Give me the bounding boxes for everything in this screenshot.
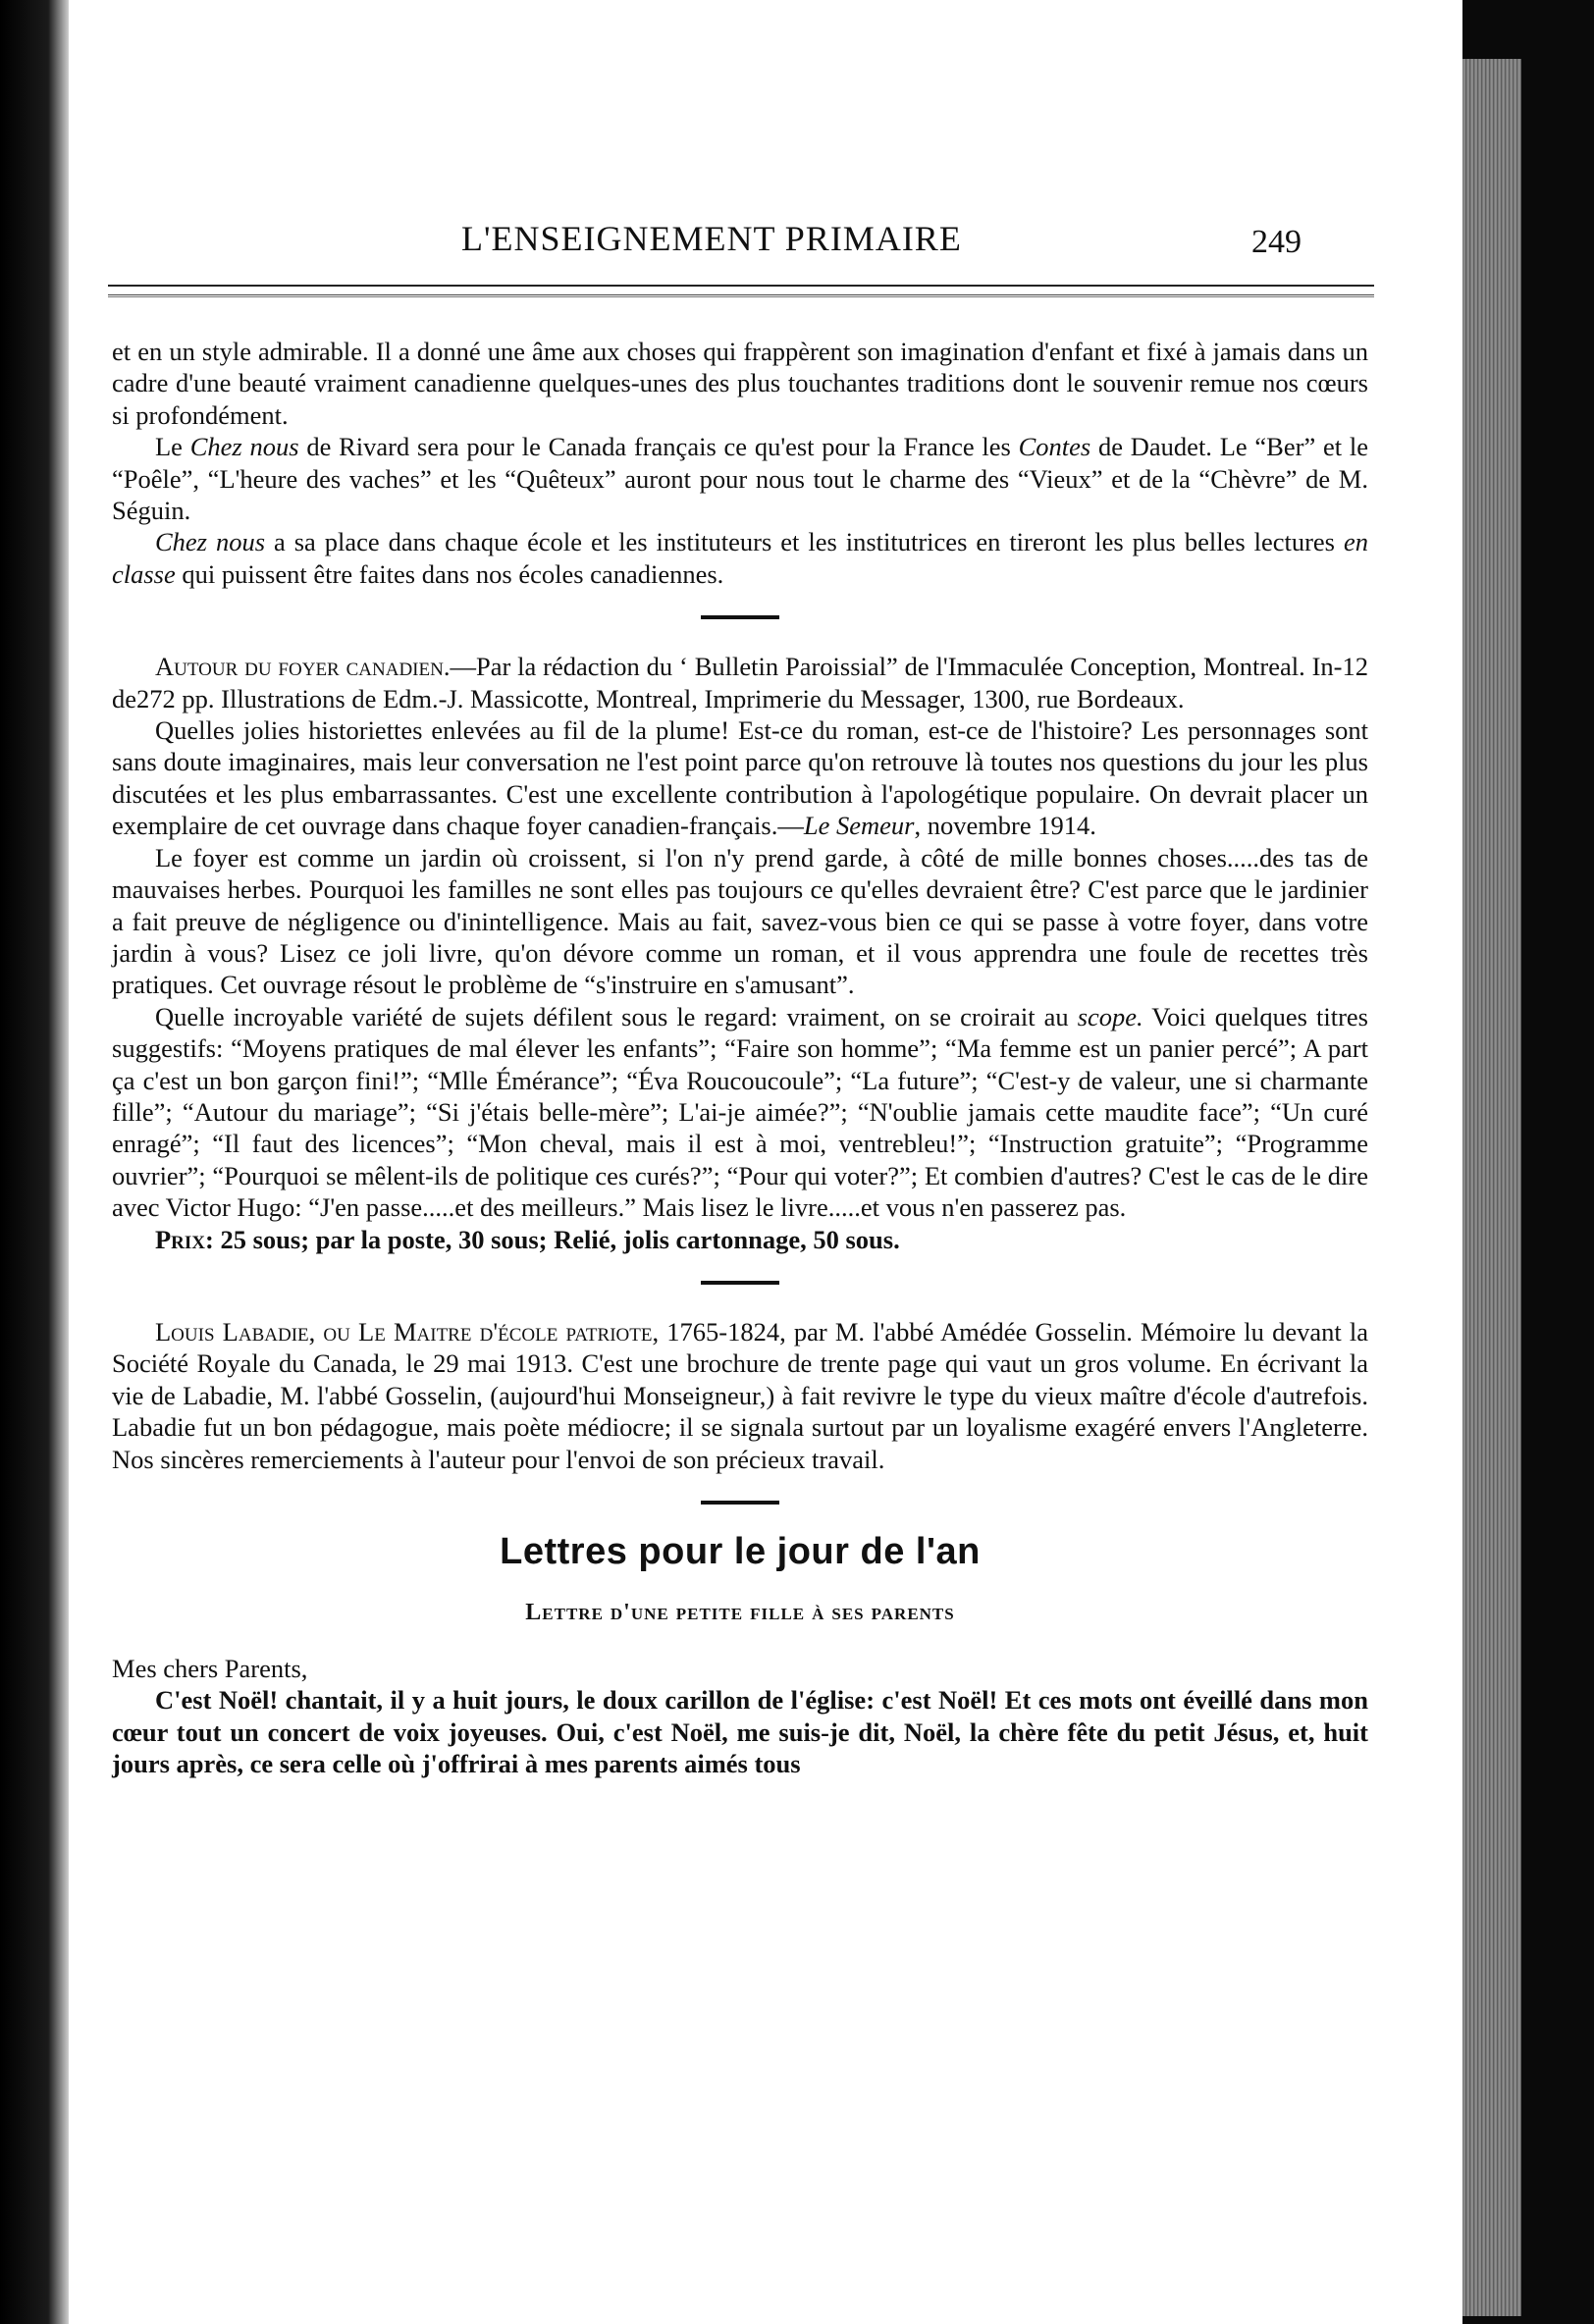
book-page bbox=[69, 0, 1462, 2324]
page-header bbox=[69, 218, 1462, 267]
letter-p1: C'est Noël! chantait, il y a huit jours, le doux carillon de l'église: c'est Noël! Et ces mots ont éveillé dans mon cœur tout un concert de voix joyeuses. Oui, c'est Noël, me suis-je dit, Noël, la chère fête du petit Jésus, et, huit jours après, ce sera celle où j'offrirai à mes parents aimés tous bbox=[112, 1685, 1368, 1779]
review-foyer-p4: Quelle incroyable variété de sujets défilent sous le regard: vraiment, on se croirait au scope. Voici quelques titres suggestifs: “Moyens pratiques de mal élever les enfants”; “Faire son homme”; “Ma femme est un panier percé”; A part ça c'est un bon garçon fini!”; “Mlle Émérance”; “Éva Roucoucoule”; “La future”; “C'est-y de valeur, une si charmante fille”; “Autour du mariage”; “Si j'étais belle-mère”; L'ai-je aimée?”; “N'oublie jamais cette maudite face”; “Un curé enragé”; “Il faut des licences”; “Mon cheval, mais il est à moi, ventrebleu!”; “Instruction gratuite”; “Programme ouvrier”; “Pourquoi se mêlent-ils de politique ces curés?”; “Pour qui voter?”; Et combien d'autres? C'est le cas de le dire avec Victor Hugo: “J'en passe.....et des meilleurs.” Mais lisez le livre.....et vous n'en passerez pas. bbox=[112, 1001, 1368, 1223]
header-rule bbox=[108, 285, 1374, 295]
review-chez-nous-p3: Chez nous a sa place dans chaque école et les instituteurs et les institutrices en tireront les plus belles lectures en classe qui puissent être faites dans nos écoles canadiennes. bbox=[112, 527, 1368, 589]
page-edge bbox=[1462, 59, 1521, 2316]
letter-body bbox=[112, 1684, 1368, 1779]
review-foyer-p1: Autour du foyer canadien.—Par la rédaction du ‘ Bulletin Paroissial” de l'Immaculée Conception, Montreal. In-12 de272 pp. Illustrations de Edm.-J. Massicotte, Montreal, Imprimerie du Messager, 1300, rue Bordeaux. bbox=[112, 652, 1368, 713]
running-title: L'ENSEIGNEMENT PRIMAIRE bbox=[461, 219, 962, 258]
review-foyer-p2: Quelles jolies historiettes enlevées au fil de la plume! Est-ce du roman, est-ce de l'histoire? Les personnages sont sans doute imaginaires, mais leur conversation ne l'est point parce qu'on retrouve là toutes nos questions du jour les plus discutées et les plus embarrassantes. C'est une excellente contribution à l'apologétique populaire. On devrait placer un exemplaire de cet ouvrage dans chaque foyer canadien-français.—Le Semeur, novembre 1914. bbox=[112, 715, 1368, 841]
review-labadie-heading: Louis Labadie, ou Le Maitre d'école patriote, bbox=[155, 1316, 660, 1347]
review-labadie-p1: Louis Labadie, ou Le Maitre d'école patriote, 1765-1824, par M. l'abbé Amédée Gosselin. Mémoire lu devant la Société Royale du Canada, le 29 mai 1913. C'est une brochure de trente page qui vaut un gros volume. En écrivant la vie de Labadie, M. l'abbé Gosselin, (aujourd'hui Monseigneur,) à fait revivre le type du vieux maître d'école d'autrefois. Labadie fut un bon pédagogue, mais poète médiocre; il se signala surtout par un loyalisme exagéré envers l'Angleterre. Nos sincères remerciements à l'auteur pour l'envoi de son précieux travail. bbox=[112, 1316, 1368, 1474]
letters-subtitle: Lettre d'une petite fille à ses parents bbox=[525, 1600, 955, 1626]
section-separator bbox=[701, 1281, 779, 1285]
review-chez-nous-p1: et en un style admirable. Il a donné une âme aux choses qui frappèrent son imagination d'enfant et fixé à jamais dans un cadre d'une beauté vraiment canadienne quelques-unes des plus touchantes traditions dont le souvenir remue nos cœurs si profondément. bbox=[112, 337, 1368, 430]
letter-salutation: Mes chers Parents, bbox=[112, 1653, 308, 1683]
review-foyer-price: Prix: 25 sous; par la poste, 30 sous; Relié, jolis cartonnage, 50 sous. bbox=[155, 1224, 900, 1254]
section-separator bbox=[701, 1501, 779, 1505]
page-number: 249 bbox=[1251, 224, 1302, 260]
section-separator bbox=[701, 615, 779, 619]
review-chez-nous-p2: Le Chez nous de Rivard sera pour le Canada français ce qu'est pour la France les Contes de Daudet. Le “Ber” et le “Poêle”, “L'heure des vaches” et les “Quêteux” auront pour nous tout le charme des “Vieux” et de la “Chèvre” de M. Séguin. bbox=[112, 432, 1368, 526]
review-foyer-p3: Le foyer est comme un jardin où croissent, si l'on n'y prend garde, à côté de mille bonnes choses.....des tas de mauvaises herbes. Pourquoi les familles ne sont elles pas toujours ce qu'elles devraient être? C'est parce que le jardinier a fait preuve de négligence ou d'inintelligence. Mais au fait, savez-vous bien ce qui se passe à votre foyer, dans votre jardin à vous? Lisez ce joli livre, qu'on dévore comme un roman, et il vous apprendra une foule de recettes très pratiques. Cet ouvrage résout le problème de “s'instruire en s'amusant”. bbox=[112, 842, 1368, 1000]
page-body bbox=[112, 336, 1368, 1779]
letters-title: Lettres pour le jour de l'an bbox=[500, 1531, 981, 1572]
book-binding bbox=[0, 0, 69, 2324]
review-foyer-heading: Autour du foyer canadien. bbox=[155, 652, 451, 682]
header-rule-thin bbox=[108, 296, 1374, 297]
